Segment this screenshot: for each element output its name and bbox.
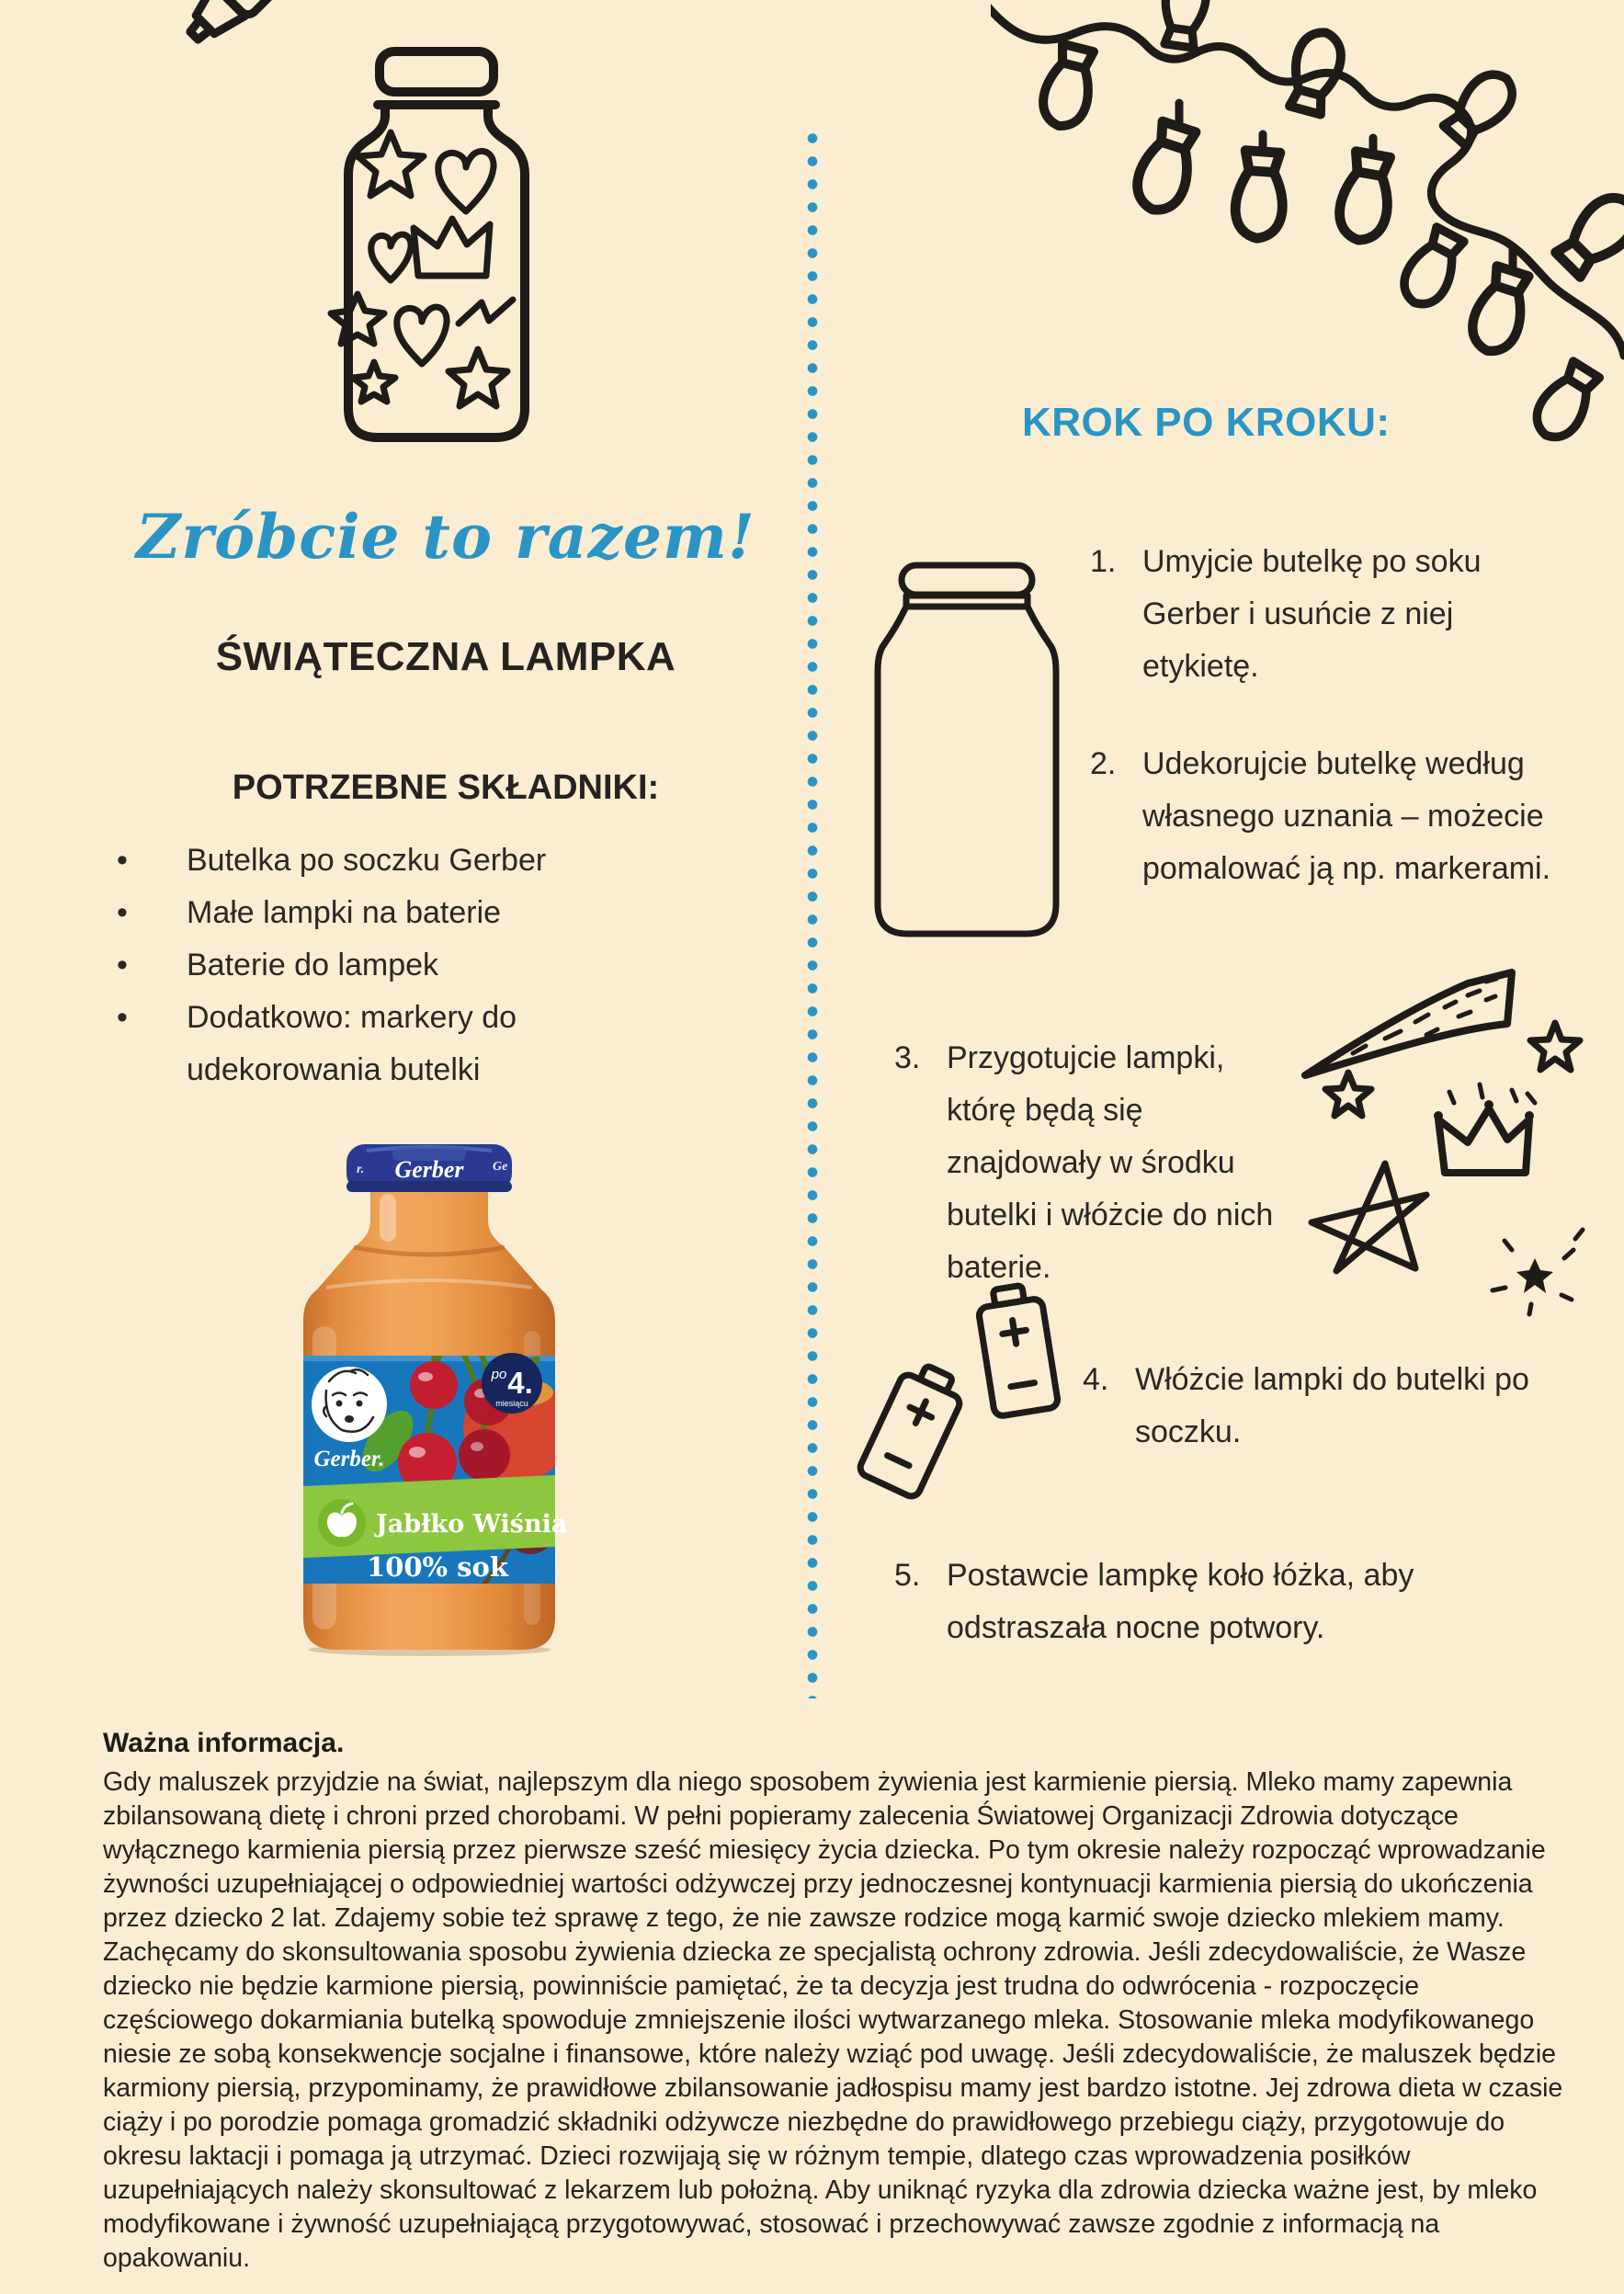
age-badge-suffix: miesiącu	[495, 1399, 528, 1408]
gerber-juice-bottle-image	[299, 1142, 568, 1657]
stars-crown-doodle	[1298, 954, 1624, 1308]
step-item-4	[1083, 1354, 1539, 1459]
batteries-icon	[853, 1253, 1096, 1524]
project-subtitle: ŚWIĄTECZNA LAMPKA	[215, 634, 676, 679]
list-item: • Baterie do lampek	[115, 939, 547, 992]
cap-brand-text-left: r.	[357, 1163, 365, 1176]
list-item: • Dodatkowo: markery do udekorowania butelki	[115, 992, 547, 1096]
footer-heading: Ważna informacja.	[103, 1728, 345, 1758]
string-lights-icon	[991, 0, 1624, 551]
step-text: Postawcie lampkę koło łóżka, aby odstraszała nocne potwory.	[947, 1558, 1414, 1645]
cap-brand-text: Gerber	[394, 1156, 464, 1183]
cap-brand-text-right: Ge	[493, 1160, 508, 1174]
step-item-2	[1090, 738, 1582, 895]
marker-pen-icon	[179, 0, 308, 74]
decorated-bottle-icon	[345, 48, 528, 443]
bottle-outline-icon	[875, 562, 1059, 941]
ingredients-heading: POTRZEBNE SKŁADNIKI:	[232, 768, 660, 807]
dotted-divider	[807, 127, 818, 1698]
step-item-1	[1090, 536, 1508, 693]
ingredients-list	[115, 835, 547, 1096]
steps-heading: KROK PO KROKU:	[1022, 400, 1391, 445]
age-badge-pre: po	[491, 1367, 507, 1382]
age-badge-number: 4.	[507, 1366, 533, 1400]
step-number: 2.	[1090, 746, 1117, 781]
list-item: • Małe lampki na baterie	[115, 887, 547, 939]
step-number: 1.	[1090, 544, 1117, 579]
step-text: Włóżcie lampki do butelki po soczku.	[1135, 1362, 1529, 1449]
gerber-logo-text: Gerber.	[313, 1447, 385, 1471]
step-number: 5.	[894, 1558, 921, 1593]
step-text: Umyjcie butelkę po soku Gerber i usuńcie z niej etykietę.	[1142, 544, 1482, 684]
list-item: • Butelka po soczku Gerber	[115, 835, 547, 887]
claim-text: 100% sok	[367, 1551, 508, 1583]
footer-body-text: Gdy maluszek przyjdzie na świat, najlepszym dla niego sposobem żywienia jest karmienie piersią. Mleko mamy zapewnia zbilansowaną dietę i chroni przed chorobami. W pełni popieramy zalecenia Światowej Organizacji Zdrowia dotyczące wyłącznego karmienia piersią przez pierwsze sześć miesięcy życia dziecka. Po tym okresie należy rozpocząć wprowadzanie żywności uzupełniającej o odpowiedniej wartości odżywczej przy jednoczesnej kontynuacji karmienia piersią do ukończenia przez dziecko 2 lat. Zdajemy sobie też sprawę z tego, że nie zawsze rodzice mogą karmić swoje dziecko mlekiem mamy. Zachęcamy do skonsultowania sposobu żywienia dziecka ze specjalistą ochrony zdrowia. Jeśli zdecydowaliście, że Wasze dziecko nie będzie karmione piersią, powinniście pamiętać, że ta decyzja jest trudna do odwrócenia - rozpoczęcie częściowego dokarmiania butelką spowoduje zmniejszenie ilości wytwarzanego mleka. Stosowanie mleka modyfikowanego niesie ze sobą konsekwencje socjalne i finansowe, które należy wziąć pod uwagę. Jeśli zdecydowaliście, że maluszek będzie karmiony piersią, przypominamy, że prawidłowe zbilansowanie jadłospisu mamy jest bardzo istotne. Jej zdrowa dieta w czasie ciąży i po porodzie pomaga gromadzić składniki odżywcze niezbędne do prawidłowego przebiegu ciąży, przygotowuje do okresu laktacji i pomaga ją utrzymać. Dzieci rozwijają się w różnym tempie, dlatego czas wprowadzenia posiłków uzupełniających należy skonsultować z lekarzem lub położną. Aby uniknąć ryzyka dla zdrowia dziecka ważne jest, by mleko modyfikowane i żywność uzupełniającą przygotowywać, stosować i przechowywać zawsze zgodnie z informacją na opakowaniu.	[103, 1767, 1563, 2273]
step-text: Przygotujcie lampki, którę będą się znajdowały w środku butelki i włóżcie do nich baterie.	[947, 1040, 1274, 1285]
step-item-5	[894, 1550, 1428, 1654]
page-title: Zróbcie to razem!	[136, 501, 755, 573]
step-text: Udekorujcie butelkę według własnego uznania – możecie pomalować ją np. markerami.	[1142, 746, 1551, 886]
flavor-text: Jabłko Wiśnia	[376, 1510, 568, 1539]
step-number: 3.	[894, 1040, 921, 1075]
step-number: 4.	[1083, 1362, 1109, 1397]
